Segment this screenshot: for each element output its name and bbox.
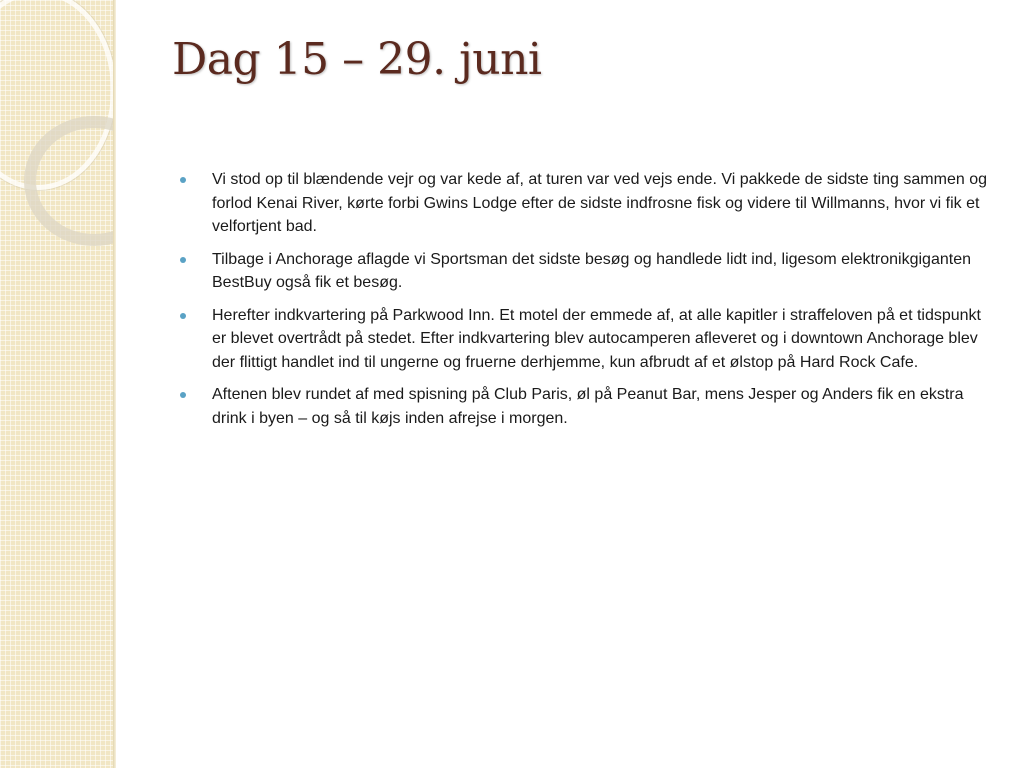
bullet-text: Herefter indkvartering på Parkwood Inn. Et motel der emmede af, at alle kapitler i straffeloven på et tidspunkt er blevet overtrådt på stedet. Efter indkvartering blev autocamperen afleveret og i downtown Anchorage blev der flittigt handlet ind til ungerne og fruerne derhjemme, kun afbrudt af et ølstop på Hard Rock Cafe. <box>212 306 981 371</box>
bullet-list <box>176 168 996 430</box>
bullet-dot-icon <box>180 177 186 183</box>
bullet-item <box>176 248 996 295</box>
side-panel-edge <box>113 0 116 768</box>
bullet-text: Vi stod op til blændende vejr og var kede af, at turen var ved vejs ende. Vi pakkede de sidste ting sammen og forlod Kenai River, kørte forbi Gwins Lodge efter de sidste indfrosne fisk og videre til Willmanns, hvor vi fik et velfortjent bad. <box>212 171 987 235</box>
bullet-item <box>176 304 996 375</box>
bullet-dot-icon <box>180 313 186 319</box>
bullet-item <box>176 168 996 239</box>
slide-title: Dag 15 – 29. juni <box>172 34 542 85</box>
bullet-item <box>176 383 996 430</box>
bullet-dot-icon <box>180 257 186 263</box>
slide-content <box>176 168 996 439</box>
bullet-dot-icon <box>180 392 186 398</box>
bullet-text: Aftenen blev rundet af med spisning på Club Paris, øl på Peanut Bar, mens Jesper og Anders fik en ekstra drink i byen – og så til køjs inden afrejse i morgen. <box>212 386 964 427</box>
bullet-text: Tilbage i Anchorage aflagde vi Sportsman det sidste besøg og handlede lidt ind, ligesom elektronikgiganten BestBuy også fik et besøg. <box>212 250 971 291</box>
decorative-side-panel <box>0 0 113 768</box>
